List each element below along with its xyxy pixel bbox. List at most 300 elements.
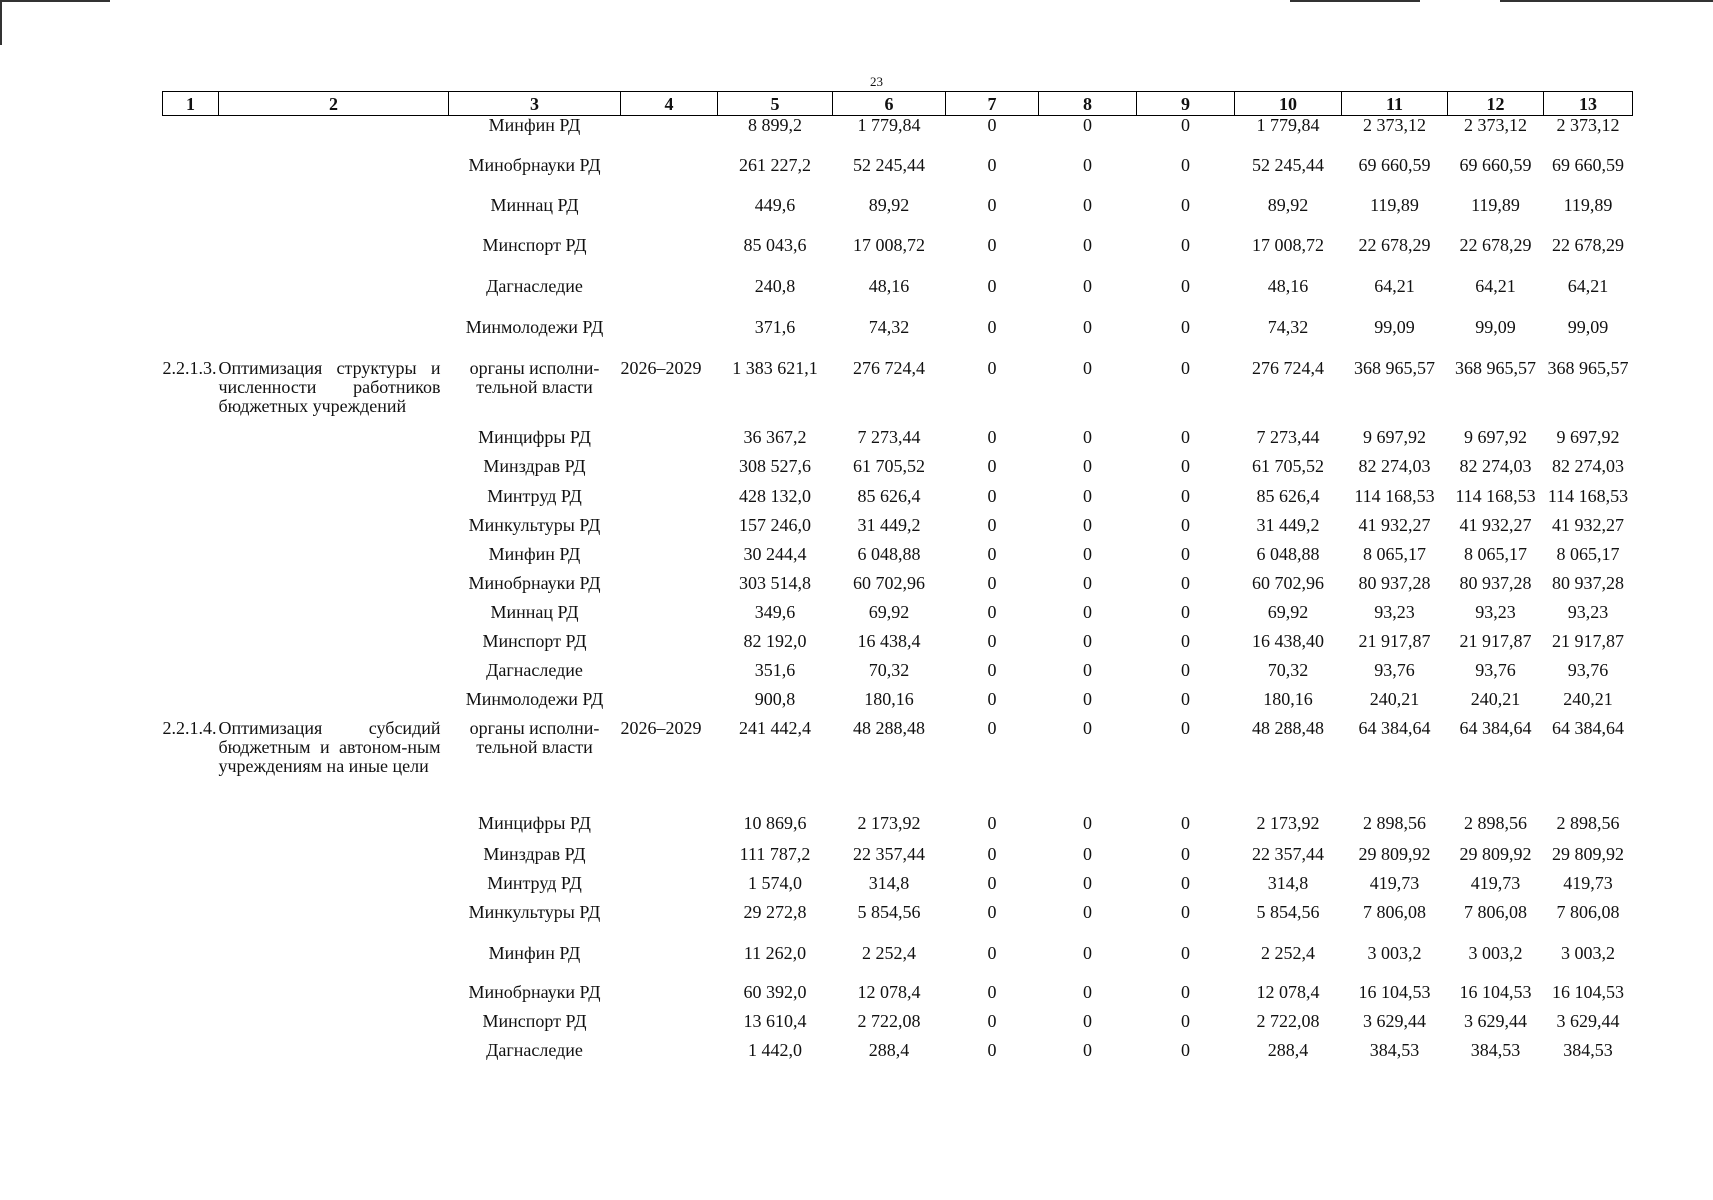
year-col-10-cell: 12 078,4 (1256, 981, 1320, 1002)
year-col-9-cell: 0 (1181, 455, 1190, 476)
year-col-9-cell: 0 (1181, 485, 1190, 506)
activity-name-cell (219, 545, 449, 574)
year-col-11-cell: 82 274,03 (1358, 455, 1431, 476)
year-2025-cell: 31 449,2 (857, 514, 921, 535)
column-header: 13 (1544, 92, 1633, 116)
table-row (163, 457, 1633, 487)
year-col-8-cell: 0 (1083, 901, 1092, 922)
year-col-7-cell: 0 (987, 426, 997, 447)
year-col-10-cell: 69,92 (1267, 601, 1309, 622)
executor-cell: Минздрав РД (483, 843, 586, 864)
year-col-8-cell: 0 (1083, 357, 1092, 378)
year-col-12-cell: 80 937,28 (1459, 572, 1532, 593)
year-col-13-cell: 8 065,17 (1556, 543, 1620, 564)
year-col-12-cell: 8 065,17 (1464, 543, 1527, 564)
year-col-8-cell: 0 (1083, 659, 1092, 680)
year-col-12-cell: 16 104,53 (1459, 981, 1532, 1002)
year-col-10-cell: 61 705,52 (1252, 455, 1324, 476)
year-col-12-cell: 7 806,08 (1464, 901, 1527, 922)
activity-name-cell (219, 903, 449, 944)
year-col-11-cell: 2 898,56 (1363, 812, 1426, 833)
column-header: 10 (1235, 92, 1342, 116)
executor-cell: Дагнаследие (486, 1039, 583, 1060)
year-col-7-cell: 0 (987, 942, 997, 963)
total-amount-cell: 240,8 (754, 275, 796, 296)
table-row (163, 487, 1633, 516)
year-col-10-cell: 2 252,4 (1261, 942, 1315, 963)
year-col-13-cell: 119,89 (1563, 194, 1613, 215)
year-col-8-cell: 0 (1083, 154, 1092, 175)
year-col-12-cell: 29 809,92 (1459, 843, 1532, 864)
row-number-cell: 2.2.1.4. (162, 717, 217, 738)
year-col-11-cell: 9 697,92 (1363, 426, 1426, 447)
year-col-12-cell: 41 932,27 (1459, 514, 1532, 535)
executor-cell: Дагнаследие (486, 275, 583, 296)
total-amount-cell: 82 192,0 (743, 630, 807, 651)
activity-name-cell (219, 1012, 449, 1041)
year-col-12-cell: 69 660,59 (1459, 154, 1532, 175)
period-cell (621, 428, 718, 457)
row-number-cell (163, 690, 219, 719)
column-header: 3 (449, 92, 621, 116)
activity-name-cell (219, 196, 449, 236)
table-body (163, 116, 1633, 1070)
year-col-11-cell: 7 806,08 (1363, 901, 1426, 922)
table-row (163, 156, 1633, 196)
total-amount-cell: 36 367,2 (743, 426, 807, 447)
year-col-10-cell: 2 722,08 (1256, 1010, 1320, 1031)
year-col-13-cell: 80 937,28 (1552, 572, 1624, 593)
year-col-9-cell: 0 (1181, 812, 1190, 833)
year-col-12-cell: 64 384,64 (1459, 717, 1532, 738)
row-number-cell (163, 874, 219, 903)
period-cell (621, 944, 718, 983)
page-number: 23 (870, 74, 883, 89)
period-cell (621, 457, 718, 487)
table-row (163, 196, 1633, 236)
row-number-cell (163, 487, 219, 516)
executor-cell: Минспорт РД (482, 234, 587, 255)
year-2025-cell: 69,92 (868, 601, 910, 622)
column-header: 7 (946, 92, 1039, 116)
activity-name-cell (219, 318, 449, 359)
table-row (163, 516, 1633, 545)
year-col-7-cell: 0 (987, 659, 997, 680)
table-row (163, 690, 1633, 719)
year-col-12-cell: 119,89 (1471, 194, 1520, 215)
year-col-7-cell: 0 (987, 1010, 997, 1031)
total-amount-cell: 449,6 (754, 194, 796, 215)
total-amount-cell: 11 262,0 (743, 942, 807, 963)
year-col-11-cell: 368 965,57 (1354, 357, 1435, 378)
year-col-8-cell: 0 (1083, 572, 1092, 593)
year-col-12-cell: 3 003,2 (1468, 942, 1523, 963)
year-col-10-cell: 16 438,40 (1252, 630, 1324, 651)
year-col-7-cell: 0 (987, 514, 997, 535)
year-col-11-cell: 21 917,87 (1358, 630, 1431, 651)
row-number-cell (163, 428, 219, 457)
year-col-7-cell: 0 (987, 601, 997, 622)
year-col-10-cell: 22 357,44 (1252, 843, 1324, 864)
total-amount-cell: 10 869,6 (743, 812, 807, 833)
executor-cell: органы исполни-тельной власти (469, 357, 600, 397)
period-cell (621, 196, 718, 236)
year-col-9-cell: 0 (1181, 901, 1190, 922)
year-col-11-cell: 16 104,53 (1358, 981, 1431, 1002)
activity-name-cell (219, 632, 449, 661)
activity-name-cell (219, 116, 449, 156)
year-col-13-cell: 419,73 (1563, 872, 1613, 893)
year-col-7-cell: 0 (987, 485, 997, 506)
period-cell (621, 487, 718, 516)
period-cell (621, 690, 718, 719)
total-amount-cell: 60 392,0 (743, 981, 807, 1002)
total-amount-cell: 111 787,2 (739, 843, 811, 864)
period-cell (621, 603, 718, 632)
table-row (163, 318, 1633, 359)
year-2025-cell: 276 724,4 (853, 357, 925, 378)
year-col-12-cell: 99,09 (1475, 316, 1516, 337)
year-col-9-cell: 0 (1181, 543, 1190, 564)
year-col-12-cell: 368 965,57 (1455, 357, 1536, 378)
row-number-cell (163, 845, 219, 874)
total-amount-cell: 85 043,6 (743, 234, 807, 255)
year-col-13-cell: 2 898,56 (1556, 812, 1620, 833)
year-col-9-cell: 0 (1181, 1010, 1190, 1031)
year-col-7-cell: 0 (987, 812, 997, 833)
total-amount-cell: 29 272,8 (743, 901, 807, 922)
year-col-10-cell: 74,32 (1267, 316, 1309, 337)
executor-cell: Минспорт РД (482, 1010, 587, 1031)
executor-cell: органы исполни-тельной власти (469, 717, 600, 757)
activity-name-cell (219, 516, 449, 545)
row-number-cell (163, 903, 219, 944)
row-number-cell (163, 661, 219, 690)
activity-name-cell (219, 983, 449, 1012)
year-col-9-cell: 0 (1181, 717, 1190, 738)
period-cell (621, 516, 718, 545)
year-col-13-cell: 64 384,64 (1552, 717, 1624, 738)
table-row (163, 661, 1633, 690)
year-col-9-cell: 0 (1181, 426, 1190, 447)
year-col-7-cell: 0 (987, 316, 997, 337)
year-2025-cell: 2 252,4 (862, 942, 916, 963)
executor-cell: Миннац РД (490, 601, 579, 622)
year-2025-cell: 70,32 (868, 659, 910, 680)
year-col-12-cell: 384,53 (1470, 1039, 1521, 1060)
year-2025-cell: 22 357,44 (853, 843, 925, 864)
scan-edge-mark (0, 0, 110, 2)
row-number-cell (163, 545, 219, 574)
year-2025-cell: 2 722,08 (857, 1010, 921, 1031)
year-col-9-cell: 0 (1181, 234, 1190, 255)
year-col-7-cell: 0 (987, 630, 997, 651)
year-col-12-cell: 93,23 (1475, 601, 1516, 622)
activity-name-cell (219, 603, 449, 632)
year-col-11-cell: 93,23 (1374, 601, 1415, 622)
executor-cell: Минобрнауки РД (468, 981, 601, 1002)
year-col-11-cell: 119,89 (1370, 194, 1419, 215)
year-col-9-cell: 0 (1181, 942, 1190, 963)
year-2025-cell: 85 626,4 (857, 485, 921, 506)
year-col-13-cell: 240,21 (1563, 688, 1613, 709)
year-col-7-cell: 0 (987, 901, 997, 922)
table-row (163, 983, 1633, 1012)
activity-name-cell (219, 814, 449, 845)
table-row (163, 359, 1633, 428)
year-col-13-cell: 82 274,03 (1552, 455, 1624, 476)
year-col-13-cell: 7 806,08 (1556, 901, 1620, 922)
period-cell (621, 1041, 718, 1070)
year-col-8-cell: 0 (1083, 455, 1092, 476)
year-col-9-cell: 0 (1181, 514, 1190, 535)
year-col-7-cell: 0 (987, 115, 997, 135)
row-number-cell (163, 632, 219, 661)
year-col-10-cell: 17 008,72 (1252, 234, 1324, 255)
row-number-cell (163, 196, 219, 236)
year-col-10-cell: 89,92 (1267, 194, 1309, 215)
period-cell: 2026–2029 (620, 357, 702, 378)
year-col-9-cell: 0 (1181, 316, 1190, 337)
table-row (163, 428, 1633, 457)
year-col-12-cell: 21 917,87 (1459, 630, 1532, 651)
column-header: 4 (621, 92, 718, 116)
row-number-cell (163, 1012, 219, 1041)
executor-cell: Минфин РД (488, 115, 581, 135)
row-number-cell (163, 156, 219, 196)
activity-name-cell (219, 277, 449, 318)
year-col-11-cell: 2 373,12 (1363, 115, 1426, 135)
year-col-13-cell: 16 104,53 (1552, 981, 1624, 1002)
table-row (163, 236, 1633, 277)
executor-cell: Минцифры РД (478, 426, 591, 447)
year-col-10-cell: 48,16 (1267, 275, 1309, 296)
year-col-11-cell: 419,73 (1369, 872, 1420, 893)
activity-name-cell (219, 236, 449, 277)
year-col-7-cell: 0 (987, 154, 997, 175)
year-col-8-cell: 0 (1083, 717, 1092, 738)
budget-table (162, 91, 1633, 1070)
year-col-13-cell: 114 168,53 (1547, 485, 1629, 506)
total-amount-cell: 261 227,2 (739, 154, 811, 175)
year-col-10-cell: 2 173,92 (1256, 812, 1320, 833)
year-col-11-cell: 69 660,59 (1358, 154, 1431, 175)
year-col-9-cell: 0 (1181, 115, 1190, 135)
period-cell (621, 903, 718, 944)
year-col-13-cell: 3 003,2 (1561, 942, 1615, 963)
year-col-13-cell: 64,21 (1567, 275, 1609, 296)
year-col-13-cell: 3 629,44 (1556, 1010, 1620, 1031)
scan-edge-mark (1500, 0, 1713, 2)
year-col-8-cell: 0 (1083, 194, 1092, 215)
period-cell (621, 845, 718, 874)
year-col-13-cell: 9 697,92 (1556, 426, 1620, 447)
row-number-cell (163, 983, 219, 1012)
year-col-11-cell: 64 384,64 (1358, 717, 1431, 738)
year-col-10-cell: 1 779,84 (1256, 115, 1320, 135)
year-col-8-cell: 0 (1083, 234, 1092, 255)
activity-name-cell (219, 1041, 449, 1070)
total-amount-cell: 13 610,4 (743, 1010, 807, 1031)
executor-cell: Минтруд РД (487, 872, 582, 893)
scan-edge-mark (0, 0, 2, 45)
year-2025-cell: 60 702,96 (853, 572, 925, 593)
activity-name-cell (219, 845, 449, 874)
total-amount-cell: 1 574,0 (748, 872, 802, 893)
row-number-cell (163, 574, 219, 603)
table-row (163, 874, 1633, 903)
row-number-cell (163, 944, 219, 983)
period-cell (621, 156, 718, 196)
period-cell (621, 632, 718, 661)
total-amount-cell: 308 527,6 (739, 455, 811, 476)
executor-cell: Минздрав РД (483, 455, 586, 476)
table-row (163, 1012, 1633, 1041)
year-col-12-cell: 22 678,29 (1459, 234, 1532, 255)
year-col-7-cell: 0 (987, 688, 997, 709)
year-col-13-cell: 368 965,57 (1547, 357, 1629, 378)
executor-cell: Минцифры РД (478, 812, 591, 833)
year-col-7-cell: 0 (987, 194, 997, 215)
year-col-12-cell: 114 168,53 (1455, 485, 1536, 506)
year-col-11-cell: 80 937,28 (1358, 572, 1431, 593)
year-2025-cell: 6 048,88 (857, 543, 921, 564)
year-col-10-cell: 48 288,48 (1252, 717, 1324, 738)
year-col-11-cell: 93,76 (1374, 659, 1415, 680)
year-col-11-cell: 3 629,44 (1363, 1010, 1426, 1031)
year-2025-cell: 2 173,92 (857, 812, 921, 833)
year-col-13-cell: 93,23 (1567, 601, 1609, 622)
column-header: 8 (1039, 92, 1137, 116)
period-cell (621, 1012, 718, 1041)
year-col-9-cell: 0 (1181, 601, 1190, 622)
column-header: 9 (1137, 92, 1235, 116)
table-row (163, 603, 1633, 632)
period-cell (621, 574, 718, 603)
year-col-8-cell: 0 (1083, 275, 1092, 296)
total-amount-cell: 157 246,0 (739, 514, 811, 535)
year-col-11-cell: 8 065,17 (1363, 543, 1426, 564)
year-col-13-cell: 41 932,27 (1552, 514, 1624, 535)
table-row (163, 944, 1633, 983)
column-header: 6 (833, 92, 946, 116)
activity-name-cell (219, 428, 449, 457)
row-number-cell: 2.2.1.3. (162, 357, 217, 378)
table-row (163, 632, 1633, 661)
year-col-13-cell: 93,76 (1567, 659, 1609, 680)
column-header: 2 (219, 92, 449, 116)
activity-name-cell (219, 156, 449, 196)
executor-cell: Миннац РД (490, 194, 579, 215)
year-col-8-cell: 0 (1083, 872, 1092, 893)
year-col-13-cell: 29 809,92 (1552, 843, 1624, 864)
year-col-8-cell: 0 (1083, 812, 1092, 833)
year-col-12-cell: 9 697,92 (1464, 426, 1527, 447)
row-number-cell (163, 457, 219, 487)
row-number-cell (163, 603, 219, 632)
year-col-10-cell: 288,4 (1267, 1039, 1309, 1060)
year-2025-cell: 12 078,4 (857, 981, 921, 1002)
total-amount-cell: 241 442,4 (739, 717, 811, 738)
year-col-11-cell: 22 678,29 (1358, 234, 1431, 255)
total-amount-cell: 351,6 (754, 659, 796, 680)
year-col-12-cell: 3 629,44 (1464, 1010, 1527, 1031)
executor-cell: Минфин РД (488, 942, 581, 963)
year-col-8-cell: 0 (1083, 1039, 1092, 1060)
column-header: 11 (1342, 92, 1448, 116)
year-col-8-cell: 0 (1083, 485, 1092, 506)
period-cell (621, 318, 718, 359)
year-col-13-cell: 384,53 (1563, 1039, 1613, 1060)
year-2025-cell: 7 273,44 (857, 426, 921, 447)
activity-name-cell (219, 574, 449, 603)
row-number-cell (163, 116, 219, 156)
total-amount-cell: 1 383 621,1 (732, 357, 818, 378)
executor-cell: Дагнаследие (486, 659, 583, 680)
executor-cell: Минкультуры РД (468, 901, 601, 922)
period-cell (621, 983, 718, 1012)
year-col-9-cell: 0 (1181, 981, 1190, 1002)
year-col-13-cell: 2 373,12 (1556, 115, 1620, 135)
year-2025-cell: 52 245,44 (853, 154, 925, 175)
executor-cell: Минкультуры РД (468, 514, 601, 535)
year-2025-cell: 5 854,56 (857, 901, 921, 922)
year-col-10-cell: 180,16 (1263, 688, 1313, 709)
year-col-10-cell: 7 273,44 (1256, 426, 1320, 447)
year-col-9-cell: 0 (1181, 194, 1190, 215)
year-col-9-cell: 0 (1181, 872, 1190, 893)
year-col-11-cell: 29 809,92 (1358, 843, 1431, 864)
table-row (163, 719, 1633, 814)
year-col-13-cell: 21 917,87 (1552, 630, 1624, 651)
executor-cell: Минобрнауки РД (468, 154, 601, 175)
year-2025-cell: 314,8 (868, 872, 910, 893)
year-col-7-cell: 0 (987, 843, 997, 864)
activity-name-cell (219, 690, 449, 719)
total-amount-cell: 428 132,0 (739, 485, 811, 506)
total-amount-cell: 900,8 (754, 688, 796, 709)
year-col-12-cell: 419,73 (1470, 872, 1521, 893)
year-col-11-cell: 41 932,27 (1358, 514, 1431, 535)
activity-name-cell (219, 944, 449, 983)
year-col-7-cell: 0 (987, 455, 997, 476)
table-row (163, 116, 1633, 156)
year-col-11-cell: 384,53 (1369, 1039, 1420, 1060)
year-col-10-cell: 31 449,2 (1256, 514, 1320, 535)
year-col-8-cell: 0 (1083, 630, 1092, 651)
year-col-7-cell: 0 (987, 572, 997, 593)
year-col-9-cell: 0 (1181, 1039, 1190, 1060)
year-col-8-cell: 0 (1083, 942, 1092, 963)
activity-name-cell (219, 874, 449, 903)
table-row (163, 814, 1633, 845)
header-row (163, 92, 1633, 116)
year-2025-cell: 74,32 (868, 316, 910, 337)
total-amount-cell: 8 899,2 (748, 115, 802, 135)
year-col-10-cell: 60 702,96 (1252, 572, 1324, 593)
period-cell (621, 277, 718, 318)
total-amount-cell: 30 244,4 (743, 543, 807, 564)
column-header: 12 (1448, 92, 1544, 116)
year-2025-cell: 16 438,4 (857, 630, 921, 651)
year-col-8-cell: 0 (1083, 1010, 1092, 1031)
table-row (163, 545, 1633, 574)
period-cell (621, 116, 718, 156)
executor-cell: Минмолодежи РД (465, 688, 604, 709)
year-col-9-cell: 0 (1181, 688, 1190, 709)
year-col-10-cell: 85 626,4 (1256, 485, 1320, 506)
table-row (163, 277, 1633, 318)
